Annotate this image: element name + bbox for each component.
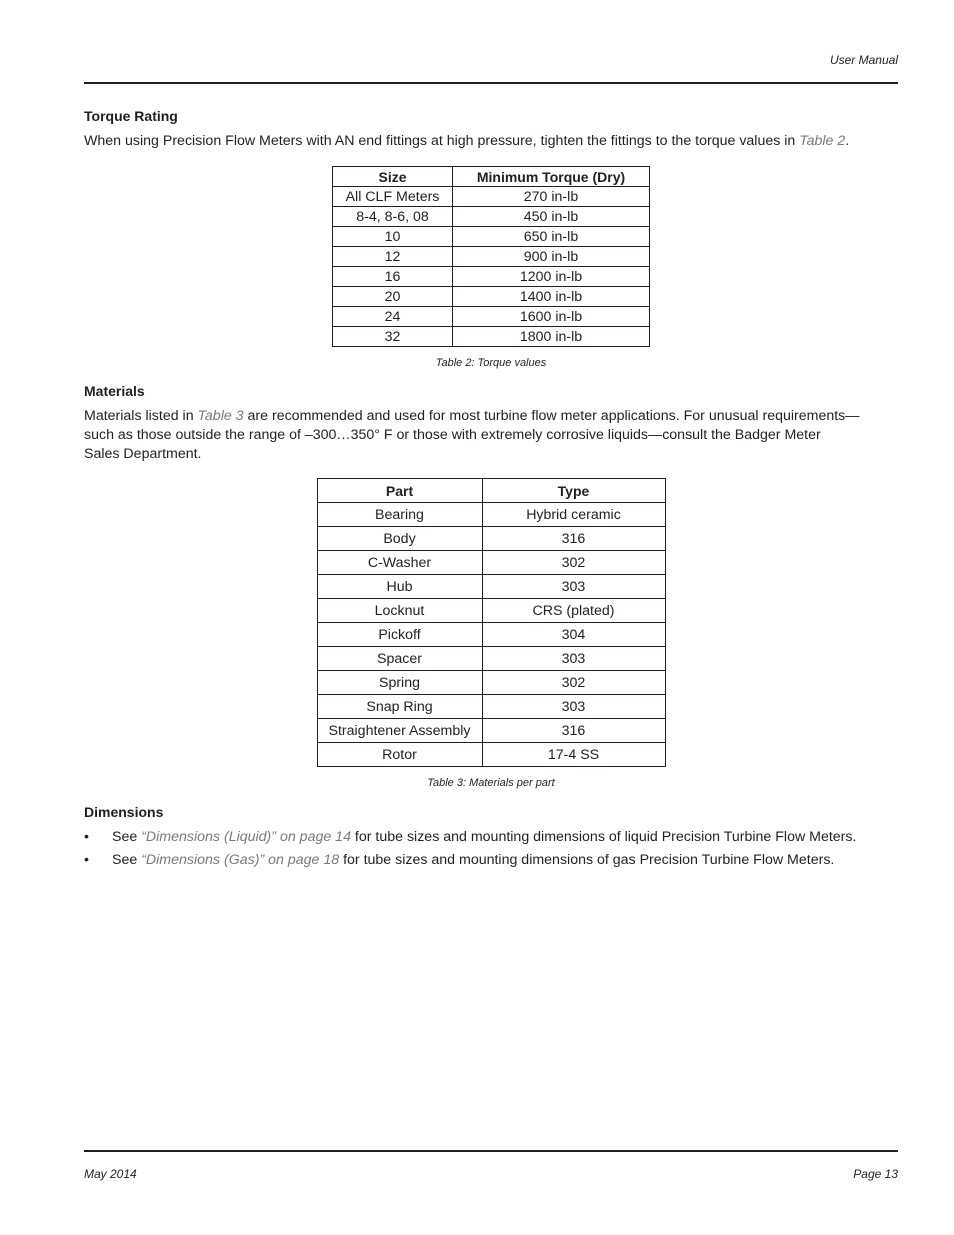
- torque-row: [333, 287, 650, 307]
- materials-col-type: Type: [482, 479, 665, 503]
- bullet-text-prefix: See: [112, 852, 142, 868]
- torque-row-value-cell: 1400 in-lb: [453, 287, 650, 307]
- materials-intro-text: Materials listed in: [84, 408, 198, 424]
- table-2-caption: Table 2: Torque values: [435, 357, 547, 369]
- torque-row-label-cell: 24: [333, 307, 453, 327]
- bullet-text-suffix: for tube sizes and mounting dimensions of gas Precision Turbine Flow Meters.: [339, 852, 835, 868]
- materials-row-label-cell: Spring: [317, 671, 482, 695]
- torque-row-label-cell: 20: [333, 287, 453, 307]
- materials-row-label-cell: Bearing: [317, 503, 482, 527]
- materials-row: [317, 623, 665, 647]
- materials-row-value-cell: 303: [482, 647, 665, 671]
- torque-row: [333, 267, 650, 287]
- table-3-link[interactable]: Table 3: [197, 408, 244, 424]
- materials-row-value-cell: Hybrid ceramic: [482, 503, 665, 527]
- bullet-icon: •: [84, 852, 89, 868]
- torque-row: [333, 227, 650, 247]
- materials-col-part: Part: [317, 479, 482, 503]
- materials-row: [317, 503, 665, 527]
- materials-row-label-cell: Body: [317, 527, 482, 551]
- torque-row-label-cell: 10: [333, 227, 453, 247]
- materials-intro-line2: such as those outside the range of –300…350° F or those with extremely corrosive liquids—consult the Badger Meter: [84, 427, 821, 443]
- materials-row-value-cell: 17-4 SS: [482, 743, 665, 767]
- page-content: [84, 108, 898, 874]
- bullet-text-prefix: See: [112, 829, 142, 845]
- dimensions-page-link[interactable]: “Dimensions (Gas)” on page 18: [141, 852, 340, 868]
- materials-row: [317, 719, 665, 743]
- materials-row-label-cell: Rotor: [317, 743, 482, 767]
- materials-intro-line3: Sales Department.: [84, 446, 202, 462]
- dimensions-page-link[interactable]: “Dimensions (Liquid)” on page 14: [141, 829, 351, 845]
- torque-row-label-cell: 8-4, 8-6, 08: [333, 207, 453, 227]
- torque-intro: [84, 132, 898, 151]
- materials-row-value-cell: CRS (plated): [482, 599, 665, 623]
- materials-row-value-cell: 316: [482, 719, 665, 743]
- page-header: [84, 53, 898, 84]
- materials-row: [317, 575, 665, 599]
- torque-row-value-cell: 900 in-lb: [453, 247, 650, 267]
- footer-page-number: Page 13: [853, 1167, 898, 1181]
- page-footer: [84, 1150, 898, 1181]
- materials-row-value-cell: 303: [482, 695, 665, 719]
- materials-row: [317, 551, 665, 575]
- materials-table: [317, 478, 666, 767]
- torque-col-size: Size: [333, 167, 453, 187]
- dimensions-list: [84, 828, 898, 870]
- torque-row-label-cell: 32: [333, 327, 453, 347]
- dimensions-heading: Dimensions: [84, 804, 164, 820]
- torque-row: [333, 307, 650, 327]
- materials-row: [317, 695, 665, 719]
- torque-row-label-cell: 12: [333, 247, 453, 267]
- materials-row-value-cell: 302: [482, 671, 665, 695]
- torque-row-value-cell: 270 in-lb: [453, 187, 650, 207]
- materials-row-value-cell: 303: [482, 575, 665, 599]
- materials-row: [317, 527, 665, 551]
- materials-row-label-cell: Locknut: [317, 599, 482, 623]
- materials-row-label-cell: Spacer: [317, 647, 482, 671]
- footer-date: May 2014: [84, 1167, 137, 1181]
- torque-row-value-cell: 1200 in-lb: [453, 267, 650, 287]
- torque-row-value-cell: 1600 in-lb: [453, 307, 650, 327]
- materials-row-value-cell: 304: [482, 623, 665, 647]
- dimensions-list-item: [84, 828, 898, 847]
- materials-row: [317, 743, 665, 767]
- dimensions-list-item: [84, 851, 898, 870]
- bullet-text-suffix: for tube sizes and mounting dimensions of liquid Precision Turbine Flow Meters.: [350, 829, 857, 845]
- materials-heading: Materials: [84, 383, 145, 399]
- torque-row-label-cell: 16: [333, 267, 453, 287]
- torque-row-value-cell: 450 in-lb: [453, 207, 650, 227]
- torque-intro-end: .: [845, 133, 850, 149]
- materials-row: [317, 647, 665, 671]
- table-3-caption: Table 3: Materials per part: [427, 777, 555, 789]
- materials-row-label-cell: Straightener Assembly: [317, 719, 482, 743]
- torque-table: [332, 166, 650, 347]
- torque-row: [333, 187, 650, 207]
- torque-row: [333, 247, 650, 267]
- torque-intro-text: When using Precision Flow Meters with AN end fittings at high pressure, tighten the fittings to the torque values in: [84, 133, 800, 149]
- materials-row-value-cell: 316: [482, 527, 665, 551]
- materials-row-label-cell: Pickoff: [317, 623, 482, 647]
- header-title: User Manual: [829, 53, 898, 67]
- materials-row-value-cell: 302: [482, 551, 665, 575]
- torque-rating-heading: Torque Rating: [84, 108, 178, 124]
- materials-row-label-cell: Hub: [317, 575, 482, 599]
- materials-row: [317, 599, 665, 623]
- materials-intro-rest: are recommended and used for most turbine flow meter applications. For unusual requirements—: [243, 408, 860, 424]
- materials-row-label-cell: Snap Ring: [317, 695, 482, 719]
- torque-row-label-cell: All CLF Meters: [333, 187, 453, 207]
- bullet-icon: •: [84, 829, 89, 845]
- torque-row-value-cell: 1800 in-lb: [453, 327, 650, 347]
- materials-row-label-cell: C-Washer: [317, 551, 482, 575]
- torque-row: [333, 207, 650, 227]
- torque-row-value-cell: 650 in-lb: [453, 227, 650, 247]
- materials-row: [317, 671, 665, 695]
- materials-intro: [84, 407, 898, 464]
- table-2-link[interactable]: Table 2: [799, 133, 846, 149]
- torque-col-torque: Minimum Torque (Dry): [453, 167, 650, 187]
- torque-row: [333, 327, 650, 347]
